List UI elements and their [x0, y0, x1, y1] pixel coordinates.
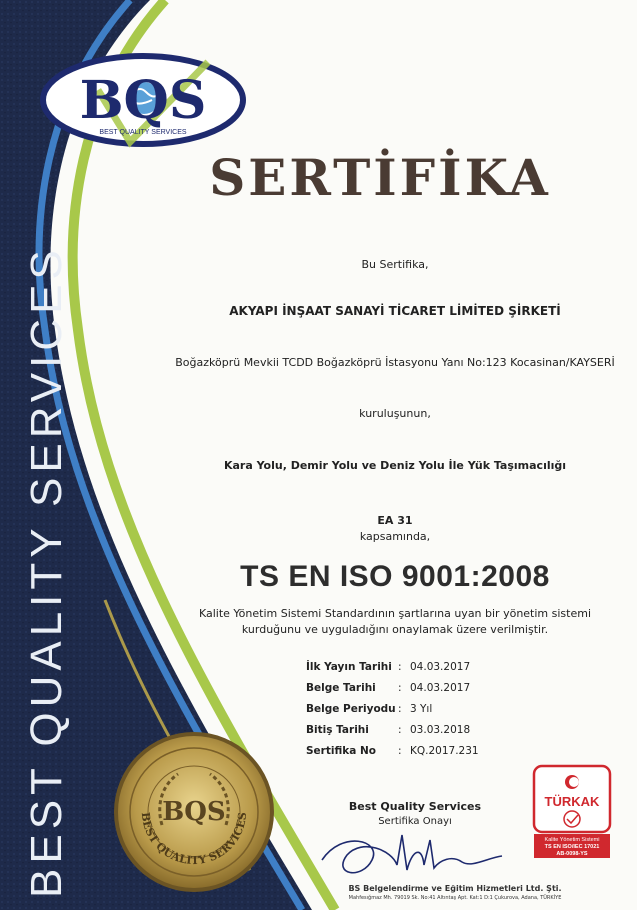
standard-name: TS EN ISO 9001:2008 — [240, 560, 550, 593]
company-address: Boğazköprü Mevkii TCDD Boğazköprü İstasyonu Yanı No:123 Kocasinan/KAYSERİ — [175, 356, 615, 369]
detail-row-first-issue — [306, 656, 530, 677]
issuer-footer — [300, 884, 610, 901]
turkak-line2: TS EN ISO/IEC 17021 — [544, 844, 600, 850]
detail-separator: : — [398, 702, 402, 715]
certificate-title: SERTİFİKA — [209, 148, 551, 207]
statement-line-2: kurduğunu ve uyguladığını onaylamak üzere verilmiştir. — [241, 623, 549, 636]
bqs-logo — [38, 50, 248, 154]
signatory-name: Best Quality Services — [348, 800, 482, 813]
detail-value: KQ.2017.231 — [410, 744, 479, 757]
intro-text: Bu Sertifika, — [361, 258, 429, 271]
ea-code: EA 31 — [377, 514, 413, 527]
seal-ring-path: BEST QUALITY SERVICES — [138, 811, 250, 868]
detail-label: İlk Yayın Tarihi — [306, 660, 392, 673]
detail-value: 3 Yıl — [410, 702, 433, 715]
turkak-brand: TÜRKAK — [544, 794, 600, 809]
side-brand-text: BEST QUALITY SERVICES — [22, 245, 71, 898]
turkak-accreditation-mark — [532, 764, 612, 860]
detail-label: Bitiş Tarihi — [306, 723, 369, 736]
signature-scribble — [312, 820, 512, 890]
issuer-company: BS Belgelendirme ve Eğitim Hizmetleri Ltd. Şti. — [348, 884, 562, 893]
detail-row-certificate-no — [306, 740, 530, 761]
detail-row-document-date — [306, 677, 530, 698]
detail-separator: : — [398, 660, 402, 673]
company-name: AKYAPI İNŞAAT SANAYİ TİCARET LİMİTED ŞİRKETİ — [229, 304, 561, 318]
detail-value: 04.03.2017 — [410, 660, 471, 673]
certification-scope: Kara Yolu, Demir Yolu ve Deniz Yolu İle Yük Taşımacılığı — [223, 459, 567, 472]
detail-value: 03.03.2018 — [410, 723, 471, 736]
detail-separator: : — [398, 681, 402, 694]
detail-separator: : — [398, 744, 402, 757]
certificate-details — [306, 656, 530, 761]
gold-seal — [112, 730, 276, 894]
logo-emblem — [38, 50, 248, 154]
statement-line-1: Kalite Yönetim Sistemi Standardının şartlarına uyan bir yönetim sistemi — [198, 607, 592, 620]
turkak-line3: AB-0098-YS — [556, 851, 588, 857]
turkak-line1: Kalite Yönetim Sistemi — [544, 837, 600, 843]
issuer-address: Mahfesığmaz Mh. 79019 Sk. No:41 Altıntaş Apt. Kat:1 D:1 Çukurova, Adana, TÜRKİYE — [348, 895, 562, 901]
logo-tagline: BEST QUALITY SERVICES — [99, 129, 187, 136]
signatory-role: Sertifika Onayı — [378, 816, 452, 827]
organization-suffix: kuruluşunun, — [359, 407, 431, 420]
logo-bqs-text: BQS — [79, 70, 207, 131]
seal-bqs-text: BQS — [162, 797, 226, 827]
detail-row-expiry — [306, 719, 530, 740]
detail-label: Belge Tarihi — [306, 681, 376, 694]
detail-separator: : — [398, 723, 402, 736]
detail-row-period — [306, 698, 530, 719]
detail-value: 04.03.2017 — [410, 681, 471, 694]
detail-label: Belge Periyodu — [306, 702, 396, 715]
detail-label: Sertifika No — [306, 744, 376, 757]
scope-suffix: kapsamında, — [359, 530, 431, 543]
